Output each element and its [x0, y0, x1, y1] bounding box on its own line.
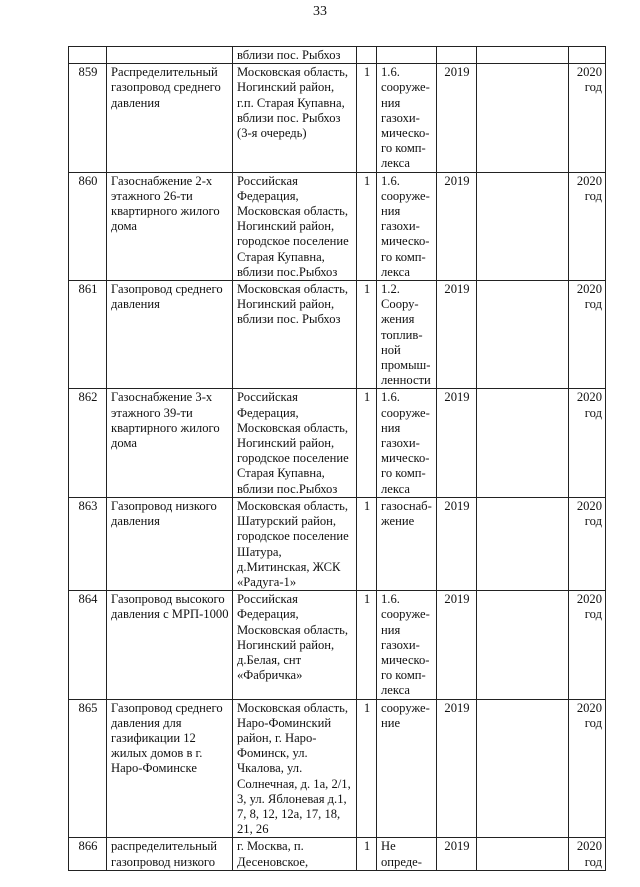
empty-cell — [477, 47, 569, 64]
ready-year-cell — [569, 47, 606, 64]
category-cell: 1.6. сооруже- ния газохи- мическо- го комп- лекса — [377, 591, 437, 699]
quantity-cell: 1 — [357, 172, 377, 280]
location-cell: вблизи пос. Рыбхоз — [233, 47, 357, 64]
category-cell: газоснаб- жение — [377, 497, 437, 590]
location-cell: Московская область, Шатурский район, городское поселение Шатура, д.Митинская, ЖСК «Радуга-1» — [233, 497, 357, 590]
table-row — [69, 699, 606, 838]
empty-cell — [477, 64, 569, 172]
ready-year-cell: 2020 год — [569, 699, 606, 838]
object-name-cell: Газопровод среднего давления для газификации 12 жилых домов в г. Наро-Фоминске — [107, 699, 233, 838]
table-row — [69, 281, 606, 389]
row-number-cell — [69, 47, 107, 64]
empty-cell — [477, 281, 569, 389]
year-cell: 2019 — [437, 172, 477, 280]
table-row — [69, 47, 606, 64]
empty-cell — [477, 497, 569, 590]
year-cell: 2019 — [437, 64, 477, 172]
quantity-cell: 1 — [357, 699, 377, 838]
year-cell — [437, 47, 477, 64]
year-cell: 2019 — [437, 497, 477, 590]
object-name-cell: Газопровод высокого давления с МРП-1000 — [107, 591, 233, 699]
quantity-cell: 1 — [357, 64, 377, 172]
object-name-cell: Газопровод низкого давления — [107, 497, 233, 590]
row-number-cell: 859 — [69, 64, 107, 172]
ready-year-cell: 2020 год — [569, 591, 606, 699]
quantity-cell — [357, 47, 377, 64]
object-name-cell — [107, 47, 233, 64]
object-name-cell: Распределительный газопровод среднего давления — [107, 64, 233, 172]
year-cell: 2019 — [437, 699, 477, 838]
empty-cell — [477, 389, 569, 497]
table-row — [69, 64, 606, 172]
category-cell: Не опреде- — [377, 838, 437, 870]
row-number-cell: 862 — [69, 389, 107, 497]
year-cell: 2019 — [437, 281, 477, 389]
empty-cell — [477, 838, 569, 870]
table-row — [69, 838, 606, 870]
page-number: 33 — [313, 4, 327, 19]
category-cell — [377, 47, 437, 64]
row-number-cell: 863 — [69, 497, 107, 590]
location-cell: Московская область, Наро-Фоминский район, г. Наро-Фоминск, ул. Чкалова, ул. Солнечная, д. 1а, 2/1, 3, ул. Яблоневая д.1, 7, 8, 12, 12а, 17, 18, 21, 26 — [233, 699, 357, 838]
table-row — [69, 389, 606, 497]
objects-table — [68, 46, 606, 871]
location-cell: Российская Федерация, Московская область, Ногинский район, д.Белая, снт «Фабричка» — [233, 591, 357, 699]
ready-year-cell: 2020 год — [569, 172, 606, 280]
row-number-cell: 864 — [69, 591, 107, 699]
row-number-cell: 865 — [69, 699, 107, 838]
quantity-cell: 1 — [357, 497, 377, 590]
location-cell: г. Москва, п. Десеновское, — [233, 838, 357, 870]
row-number-cell: 866 — [69, 838, 107, 870]
row-number-cell: 861 — [69, 281, 107, 389]
category-cell: 1.6. сооруже- ния газохи- мическо- го комп- лекса — [377, 389, 437, 497]
quantity-cell: 1 — [357, 591, 377, 699]
year-cell: 2019 — [437, 591, 477, 699]
table-row — [69, 591, 606, 699]
location-cell: Российская Федерация, Московская область, Ногинский район, городское поселение Старая Купавна, вблизи пос.Рыбхоз — [233, 389, 357, 497]
empty-cell — [477, 699, 569, 838]
category-cell: сооруже- ние — [377, 699, 437, 838]
year-cell: 2019 — [437, 838, 477, 870]
location-cell: Российская Федерация, Московская область, Ногинский район, городское поселение Старая Купавна, вблизи пос.Рыбхоз — [233, 172, 357, 280]
table-row — [69, 497, 606, 590]
year-cell: 2019 — [437, 389, 477, 497]
ready-year-cell: 2020 год — [569, 497, 606, 590]
table-row — [69, 172, 606, 280]
object-name-cell: Газоснабжение 2-х этажного 26-ти квартирного жилого дома — [107, 172, 233, 280]
row-number-cell: 860 — [69, 172, 107, 280]
ready-year-cell: 2020 год — [569, 389, 606, 497]
quantity-cell: 1 — [357, 281, 377, 389]
category-cell: 1.6. сооруже- ния газохи- мическо- го комп- лекса — [377, 64, 437, 172]
quantity-cell: 1 — [357, 389, 377, 497]
empty-cell — [477, 591, 569, 699]
location-cell: Московская область, Ногинский район, вблизи пос. Рыбхоз — [233, 281, 357, 389]
empty-cell — [477, 172, 569, 280]
ready-year-cell: 2020 год — [569, 838, 606, 870]
category-cell: 1.6. сооруже- ния газохи- мическо- го комп- лекса — [377, 172, 437, 280]
object-name-cell: Газопровод среднего давления — [107, 281, 233, 389]
location-cell: Московская область, Ногинский район, г.п. Старая Купавна, вблизи пос. Рыбхоз (3-я очередь) — [233, 64, 357, 172]
object-name-cell: распределительный газопровод низкого — [107, 838, 233, 870]
category-cell: 1.2. Соору- жения топлив- ной промыш- ленности — [377, 281, 437, 389]
ready-year-cell: 2020 год — [569, 281, 606, 389]
object-name-cell: Газоснабжение 3-х этажного 39-ти квартирного жилого дома — [107, 389, 233, 497]
quantity-cell: 1 — [357, 838, 377, 870]
ready-year-cell: 2020 год — [569, 64, 606, 172]
